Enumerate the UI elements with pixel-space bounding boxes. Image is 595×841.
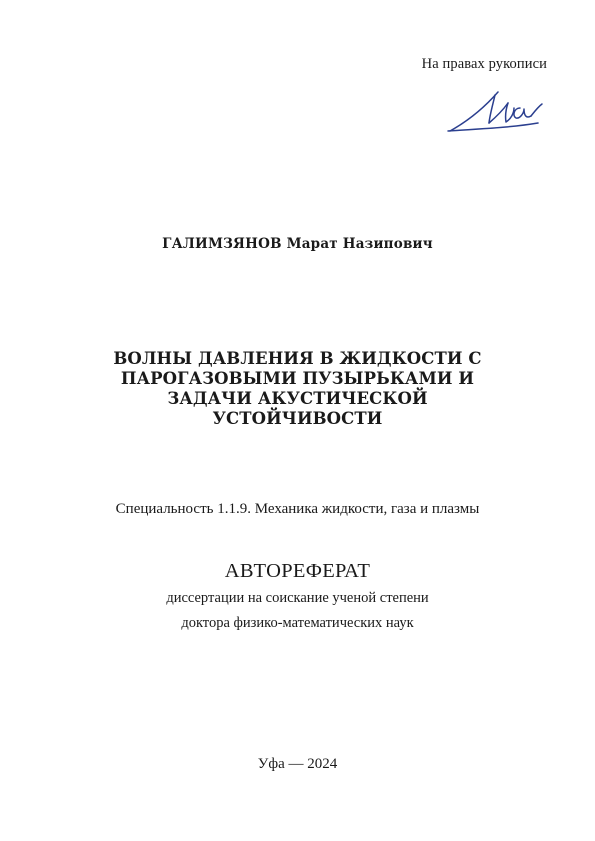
degree-line: доктора физико-математических наук: [181, 615, 414, 631]
specialty-line: Специальность 1.1.9. Механика жидкости, газа и плазмы: [115, 501, 480, 517]
rights-note: На правах рукописи: [421, 56, 547, 72]
title-line: ВОЛНЫ ДАВЛЕНИЯ В ЖИДКОСТИ С: [113, 349, 482, 368]
degree-line: диссертации на соискание ученой степени: [166, 590, 429, 606]
title-line: ПАРОГАЗОВЫМИ ПУЗЫРЬКАМИ И: [120, 369, 475, 388]
author-signature: [446, 86, 548, 136]
dissertation-title: [60, 349, 535, 429]
city-year: Уфа — 2024: [257, 756, 338, 772]
title-line: ЗАДАЧИ АКУСТИЧЕСКОЙ: [167, 389, 428, 408]
title-line: УСТОЙЧИВОСТИ: [212, 409, 383, 428]
abstract-heading: АВТОРЕФЕРАТ: [224, 560, 371, 582]
author-name: ГАЛИМЗЯНОВ Марат Назипович: [162, 236, 433, 252]
